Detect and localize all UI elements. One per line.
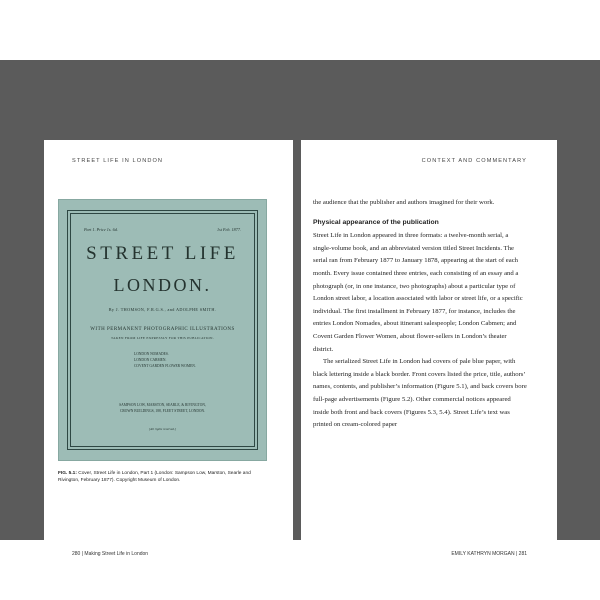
cover-rights: [All rights reserved.] [149, 427, 176, 431]
cover-taken-from: TAKEN FROM LIFE EXPRESSLY FOR THIS PUBLICATION. [111, 336, 214, 340]
cover-authors: By J. THOMSON, F.R.G.S., and ADOLPHE SMITH. [108, 307, 217, 312]
cover-contents-item: LONDON CABMEN. [134, 358, 167, 362]
right-page [301, 140, 557, 586]
folio-right: EMILY KATHRYN MORGAN | 281 [451, 551, 527, 557]
cover-image [58, 199, 267, 461]
figure-label: FIG. 5.1: [58, 471, 77, 476]
paragraph-1: Street Life in London appeared in three formats: a twelve-month serial, a single-volume book, and an abbreviated version titled Street Incidents. The serial ran from February 1877 to January 1878, appearing at the start of each month. Every issue contained three entries, each consisting of an essay and a photograph (or, in one instance, two photographs) about a particular type of London street labor, a location associated with labor or street life, or a specific individual. The first installment in February 1877, for instance, includes the entries London Nomades, about itinerant salespeople; London Cabmen; and Covent Garden Flower Women, about flower-sellers in London’s theater district. [313, 232, 523, 353]
cover-contents [134, 351, 196, 369]
left-page [44, 140, 293, 586]
running-head-left: STREET LIFE IN LONDON [72, 158, 164, 164]
cover-publisher-line: CROWN BUILDINGS, 188, FLEET STREET, LONDON. [119, 409, 205, 413]
cover-part: Part 1. Price 1s. 6d. [84, 227, 118, 232]
body-text [313, 197, 527, 432]
figure-caption-text: Cover, Street Life in London, Part 1 (London: Sampson Low, Marston, Searle and Rivington, February 1877). Copyright Museum of London. [58, 471, 251, 483]
cover-contents-item: COVENT GARDEN FLOWER WOMEN. [134, 364, 196, 368]
cover-illustrations: WITH PERMANENT PHOTOGRAPHIC ILLUSTRATIONS [90, 327, 235, 332]
paragraph-continuation: the audience that the publisher and authors imagined for their work. [313, 199, 495, 206]
section-heading: Physical appearance of the publication [313, 218, 439, 226]
cover-publisher-line: SAMPSON LOW, MARSTON, SEARLE, & RIVINGTON, [119, 403, 206, 407]
cover-title-line2: LONDON. [113, 275, 212, 295]
cover-date: 1st Feb. 1877. [217, 227, 241, 232]
cover-title-line1: STREET LIFE [86, 243, 239, 264]
figure-caption [58, 471, 270, 484]
paragraph-2: The serialized Street Life in London had covers of pale blue paper, with black lettering inside a black border. Front covers listed the price, title, authors’ names, contents, and publisher’s information (Figure 5.1), and back covers bore full-page advertisements (Figure 5.2). Other commercial notices appeared inside both front and back covers (Figures 5.3, 5.4). Street Life’s text was printed on cream-colored paper [313, 358, 527, 429]
cover-publisher [58, 402, 267, 414]
book-spread-frame [0, 60, 600, 557]
folio-left: 280 | Making Street Life in London [72, 551, 149, 557]
running-head-right: CONTEXT AND COMMENTARY [421, 158, 527, 164]
cover-contents-item: LONDON NOMADES. [134, 352, 169, 356]
